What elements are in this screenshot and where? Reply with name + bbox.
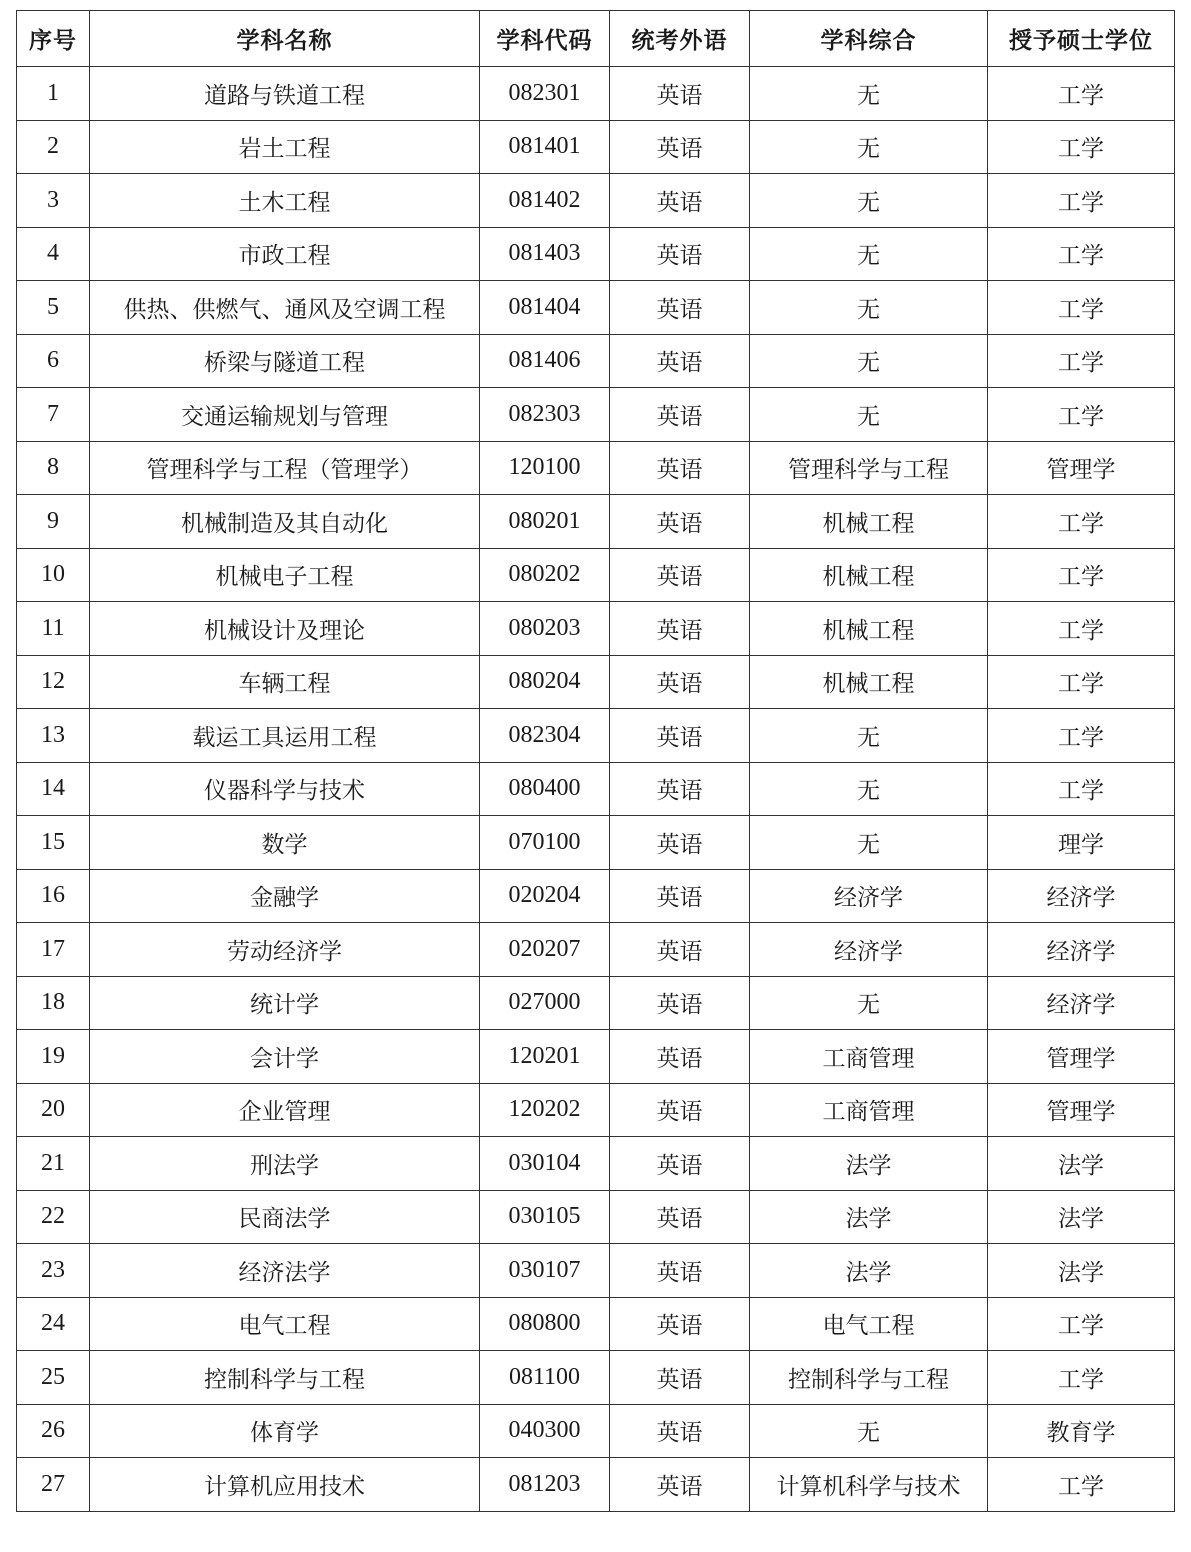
table-row bbox=[17, 1083, 1175, 1137]
cell-subject-name: 企业管理 bbox=[90, 1083, 480, 1137]
cell-index: 12 bbox=[17, 655, 90, 709]
cell-subject-code: 081402 bbox=[480, 174, 610, 228]
cell-subject-code: 020207 bbox=[480, 923, 610, 977]
cell-foreign-language: 英语 bbox=[610, 1404, 750, 1458]
cell-foreign-language: 英语 bbox=[610, 120, 750, 174]
table-row bbox=[17, 334, 1175, 388]
cell-subject-comprehensive: 无 bbox=[750, 174, 988, 228]
cell-foreign-language: 英语 bbox=[610, 1244, 750, 1298]
cell-index: 14 bbox=[17, 762, 90, 816]
cell-subject-comprehensive: 控制科学与工程 bbox=[750, 1351, 988, 1405]
cell-foreign-language: 英语 bbox=[610, 174, 750, 228]
cell-foreign-language: 英语 bbox=[610, 869, 750, 923]
cell-subject-code: 120100 bbox=[480, 441, 610, 495]
cell-foreign-language: 英语 bbox=[610, 548, 750, 602]
cell-degree: 工学 bbox=[988, 1458, 1175, 1512]
cell-subject-name: 经济法学 bbox=[90, 1244, 480, 1298]
table-row bbox=[17, 120, 1175, 174]
subjects-table bbox=[16, 10, 1175, 1512]
cell-degree: 工学 bbox=[988, 67, 1175, 121]
cell-foreign-language: 英语 bbox=[610, 281, 750, 335]
cell-subject-name: 机械电子工程 bbox=[90, 548, 480, 602]
cell-subject-name: 管理科学与工程（管理学） bbox=[90, 441, 480, 495]
table-row bbox=[17, 227, 1175, 281]
table-row bbox=[17, 281, 1175, 335]
cell-index: 19 bbox=[17, 1030, 90, 1084]
cell-subject-comprehensive: 无 bbox=[750, 227, 988, 281]
cell-foreign-language: 英语 bbox=[610, 67, 750, 121]
header-foreign-language: 统考外语 bbox=[610, 11, 750, 67]
cell-degree: 工学 bbox=[988, 120, 1175, 174]
cell-subject-name: 会计学 bbox=[90, 1030, 480, 1084]
cell-subject-name: 统计学 bbox=[90, 976, 480, 1030]
cell-subject-code: 027000 bbox=[480, 976, 610, 1030]
table-row bbox=[17, 1190, 1175, 1244]
cell-degree: 经济学 bbox=[988, 976, 1175, 1030]
cell-subject-name: 计算机应用技术 bbox=[90, 1458, 480, 1512]
table-row bbox=[17, 495, 1175, 549]
cell-subject-code: 080204 bbox=[480, 655, 610, 709]
cell-subject-code: 030104 bbox=[480, 1137, 610, 1191]
header-subject-comprehensive: 学科综合 bbox=[750, 11, 988, 67]
table-row bbox=[17, 869, 1175, 923]
cell-index: 5 bbox=[17, 281, 90, 335]
table-row bbox=[17, 1297, 1175, 1351]
cell-foreign-language: 英语 bbox=[610, 1083, 750, 1137]
cell-foreign-language: 英语 bbox=[610, 655, 750, 709]
cell-degree: 工学 bbox=[988, 174, 1175, 228]
cell-subject-comprehensive: 无 bbox=[750, 388, 988, 442]
cell-degree: 理学 bbox=[988, 816, 1175, 870]
cell-subject-name: 土木工程 bbox=[90, 174, 480, 228]
cell-subject-name: 机械制造及其自动化 bbox=[90, 495, 480, 549]
cell-subject-comprehensive: 管理科学与工程 bbox=[750, 441, 988, 495]
table-row bbox=[17, 1458, 1175, 1512]
cell-foreign-language: 英语 bbox=[610, 1458, 750, 1512]
table-row bbox=[17, 1404, 1175, 1458]
cell-index: 23 bbox=[17, 1244, 90, 1298]
cell-subject-code: 080202 bbox=[480, 548, 610, 602]
cell-index: 6 bbox=[17, 334, 90, 388]
cell-index: 9 bbox=[17, 495, 90, 549]
cell-subject-comprehensive: 工商管理 bbox=[750, 1083, 988, 1137]
cell-subject-name: 数学 bbox=[90, 816, 480, 870]
cell-foreign-language: 英语 bbox=[610, 816, 750, 870]
cell-degree: 工学 bbox=[988, 334, 1175, 388]
cell-subject-code: 120202 bbox=[480, 1083, 610, 1137]
table-row bbox=[17, 602, 1175, 656]
cell-degree: 经济学 bbox=[988, 869, 1175, 923]
cell-subject-name: 刑法学 bbox=[90, 1137, 480, 1191]
cell-subject-name: 载运工具运用工程 bbox=[90, 709, 480, 763]
cell-foreign-language: 英语 bbox=[610, 923, 750, 977]
table-row bbox=[17, 441, 1175, 495]
cell-foreign-language: 英语 bbox=[610, 495, 750, 549]
cell-index: 11 bbox=[17, 602, 90, 656]
cell-subject-comprehensive: 机械工程 bbox=[750, 655, 988, 709]
cell-degree: 工学 bbox=[988, 1351, 1175, 1405]
table-row bbox=[17, 174, 1175, 228]
table-row bbox=[17, 1244, 1175, 1298]
cell-subject-code: 082301 bbox=[480, 67, 610, 121]
cell-foreign-language: 英语 bbox=[610, 1351, 750, 1405]
cell-foreign-language: 英语 bbox=[610, 1190, 750, 1244]
cell-degree: 工学 bbox=[988, 281, 1175, 335]
cell-subject-code: 030105 bbox=[480, 1190, 610, 1244]
cell-index: 15 bbox=[17, 816, 90, 870]
cell-degree: 工学 bbox=[988, 762, 1175, 816]
cell-degree: 管理学 bbox=[988, 1030, 1175, 1084]
cell-index: 21 bbox=[17, 1137, 90, 1191]
cell-index: 20 bbox=[17, 1083, 90, 1137]
table-row bbox=[17, 923, 1175, 977]
table-row bbox=[17, 816, 1175, 870]
cell-subject-code: 030107 bbox=[480, 1244, 610, 1298]
cell-index: 7 bbox=[17, 388, 90, 442]
document-page bbox=[16, 10, 1176, 1512]
cell-degree: 法学 bbox=[988, 1190, 1175, 1244]
cell-subject-code: 082304 bbox=[480, 709, 610, 763]
cell-degree: 教育学 bbox=[988, 1404, 1175, 1458]
cell-subject-name: 交通运输规划与管理 bbox=[90, 388, 480, 442]
cell-subject-comprehensive: 工商管理 bbox=[750, 1030, 988, 1084]
cell-subject-comprehensive: 无 bbox=[750, 816, 988, 870]
cell-subject-comprehensive: 电气工程 bbox=[750, 1297, 988, 1351]
cell-degree: 工学 bbox=[988, 1297, 1175, 1351]
cell-foreign-language: 英语 bbox=[610, 762, 750, 816]
cell-subject-comprehensive: 无 bbox=[750, 334, 988, 388]
cell-index: 4 bbox=[17, 227, 90, 281]
cell-subject-comprehensive: 机械工程 bbox=[750, 495, 988, 549]
table-header-row bbox=[17, 11, 1175, 67]
header-degree: 授予硕士学位 bbox=[988, 11, 1175, 67]
cell-subject-code: 082303 bbox=[480, 388, 610, 442]
cell-subject-comprehensive: 法学 bbox=[750, 1190, 988, 1244]
header-subject-code: 学科代码 bbox=[480, 11, 610, 67]
cell-subject-name: 岩土工程 bbox=[90, 120, 480, 174]
cell-index: 22 bbox=[17, 1190, 90, 1244]
cell-degree: 工学 bbox=[988, 495, 1175, 549]
cell-subject-comprehensive: 无 bbox=[750, 120, 988, 174]
table-row bbox=[17, 1030, 1175, 1084]
cell-subject-name: 市政工程 bbox=[90, 227, 480, 281]
cell-index: 26 bbox=[17, 1404, 90, 1458]
cell-subject-comprehensive: 机械工程 bbox=[750, 602, 988, 656]
cell-degree: 工学 bbox=[988, 655, 1175, 709]
table-row bbox=[17, 655, 1175, 709]
header-subject-name: 学科名称 bbox=[90, 11, 480, 67]
cell-subject-name: 电气工程 bbox=[90, 1297, 480, 1351]
cell-subject-comprehensive: 法学 bbox=[750, 1137, 988, 1191]
cell-subject-code: 120201 bbox=[480, 1030, 610, 1084]
table-row bbox=[17, 388, 1175, 442]
cell-foreign-language: 英语 bbox=[610, 334, 750, 388]
cell-index: 10 bbox=[17, 548, 90, 602]
cell-subject-code: 081404 bbox=[480, 281, 610, 335]
cell-index: 16 bbox=[17, 869, 90, 923]
cell-subject-code: 080800 bbox=[480, 1297, 610, 1351]
cell-subject-code: 081403 bbox=[480, 227, 610, 281]
cell-subject-code: 080203 bbox=[480, 602, 610, 656]
cell-subject-name: 民商法学 bbox=[90, 1190, 480, 1244]
cell-degree: 法学 bbox=[988, 1244, 1175, 1298]
table-body bbox=[17, 67, 1175, 1512]
cell-subject-comprehensive: 无 bbox=[750, 709, 988, 763]
cell-index: 3 bbox=[17, 174, 90, 228]
table-row bbox=[17, 1137, 1175, 1191]
cell-degree: 管理学 bbox=[988, 441, 1175, 495]
cell-subject-comprehensive: 法学 bbox=[750, 1244, 988, 1298]
cell-subject-comprehensive: 机械工程 bbox=[750, 548, 988, 602]
cell-subject-code: 080400 bbox=[480, 762, 610, 816]
cell-subject-comprehensive: 无 bbox=[750, 762, 988, 816]
cell-degree: 法学 bbox=[988, 1137, 1175, 1191]
cell-degree: 工学 bbox=[988, 548, 1175, 602]
cell-index: 17 bbox=[17, 923, 90, 977]
cell-index: 24 bbox=[17, 1297, 90, 1351]
cell-subject-code: 070100 bbox=[480, 816, 610, 870]
cell-foreign-language: 英语 bbox=[610, 709, 750, 763]
cell-index: 2 bbox=[17, 120, 90, 174]
cell-subject-code: 081401 bbox=[480, 120, 610, 174]
cell-subject-comprehensive: 计算机科学与技术 bbox=[750, 1458, 988, 1512]
cell-subject-name: 车辆工程 bbox=[90, 655, 480, 709]
cell-subject-comprehensive: 无 bbox=[750, 281, 988, 335]
cell-foreign-language: 英语 bbox=[610, 976, 750, 1030]
cell-degree: 工学 bbox=[988, 227, 1175, 281]
cell-subject-comprehensive: 经济学 bbox=[750, 923, 988, 977]
cell-subject-name: 劳动经济学 bbox=[90, 923, 480, 977]
cell-degree: 管理学 bbox=[988, 1083, 1175, 1137]
cell-foreign-language: 英语 bbox=[610, 1030, 750, 1084]
cell-subject-code: 020204 bbox=[480, 869, 610, 923]
cell-subject-code: 040300 bbox=[480, 1404, 610, 1458]
cell-subject-code: 081406 bbox=[480, 334, 610, 388]
cell-subject-comprehensive: 无 bbox=[750, 976, 988, 1030]
cell-foreign-language: 英语 bbox=[610, 227, 750, 281]
cell-subject-comprehensive: 经济学 bbox=[750, 869, 988, 923]
cell-degree: 经济学 bbox=[988, 923, 1175, 977]
cell-subject-comprehensive: 无 bbox=[750, 67, 988, 121]
cell-index: 1 bbox=[17, 67, 90, 121]
cell-subject-name: 机械设计及理论 bbox=[90, 602, 480, 656]
table-row bbox=[17, 548, 1175, 602]
cell-degree: 工学 bbox=[988, 602, 1175, 656]
cell-foreign-language: 英语 bbox=[610, 441, 750, 495]
cell-index: 8 bbox=[17, 441, 90, 495]
header-index: 序号 bbox=[17, 11, 90, 67]
cell-degree: 工学 bbox=[988, 388, 1175, 442]
table-row bbox=[17, 67, 1175, 121]
table-row bbox=[17, 1351, 1175, 1405]
cell-index: 27 bbox=[17, 1458, 90, 1512]
cell-subject-name: 控制科学与工程 bbox=[90, 1351, 480, 1405]
cell-index: 18 bbox=[17, 976, 90, 1030]
cell-subject-comprehensive: 无 bbox=[750, 1404, 988, 1458]
cell-subject-name: 仪器科学与技术 bbox=[90, 762, 480, 816]
cell-subject-code: 081100 bbox=[480, 1351, 610, 1405]
cell-foreign-language: 英语 bbox=[610, 1137, 750, 1191]
cell-degree: 工学 bbox=[988, 709, 1175, 763]
cell-subject-name: 供热、供燃气、通风及空调工程 bbox=[90, 281, 480, 335]
cell-index: 25 bbox=[17, 1351, 90, 1405]
cell-subject-code: 081203 bbox=[480, 1458, 610, 1512]
table-row bbox=[17, 976, 1175, 1030]
cell-foreign-language: 英语 bbox=[610, 388, 750, 442]
table-row bbox=[17, 709, 1175, 763]
cell-subject-name: 道路与铁道工程 bbox=[90, 67, 480, 121]
cell-foreign-language: 英语 bbox=[610, 602, 750, 656]
cell-subject-name: 金融学 bbox=[90, 869, 480, 923]
cell-subject-code: 080201 bbox=[480, 495, 610, 549]
table-row bbox=[17, 762, 1175, 816]
cell-foreign-language: 英语 bbox=[610, 1297, 750, 1351]
cell-subject-name: 桥梁与隧道工程 bbox=[90, 334, 480, 388]
cell-subject-name: 体育学 bbox=[90, 1404, 480, 1458]
cell-index: 13 bbox=[17, 709, 90, 763]
